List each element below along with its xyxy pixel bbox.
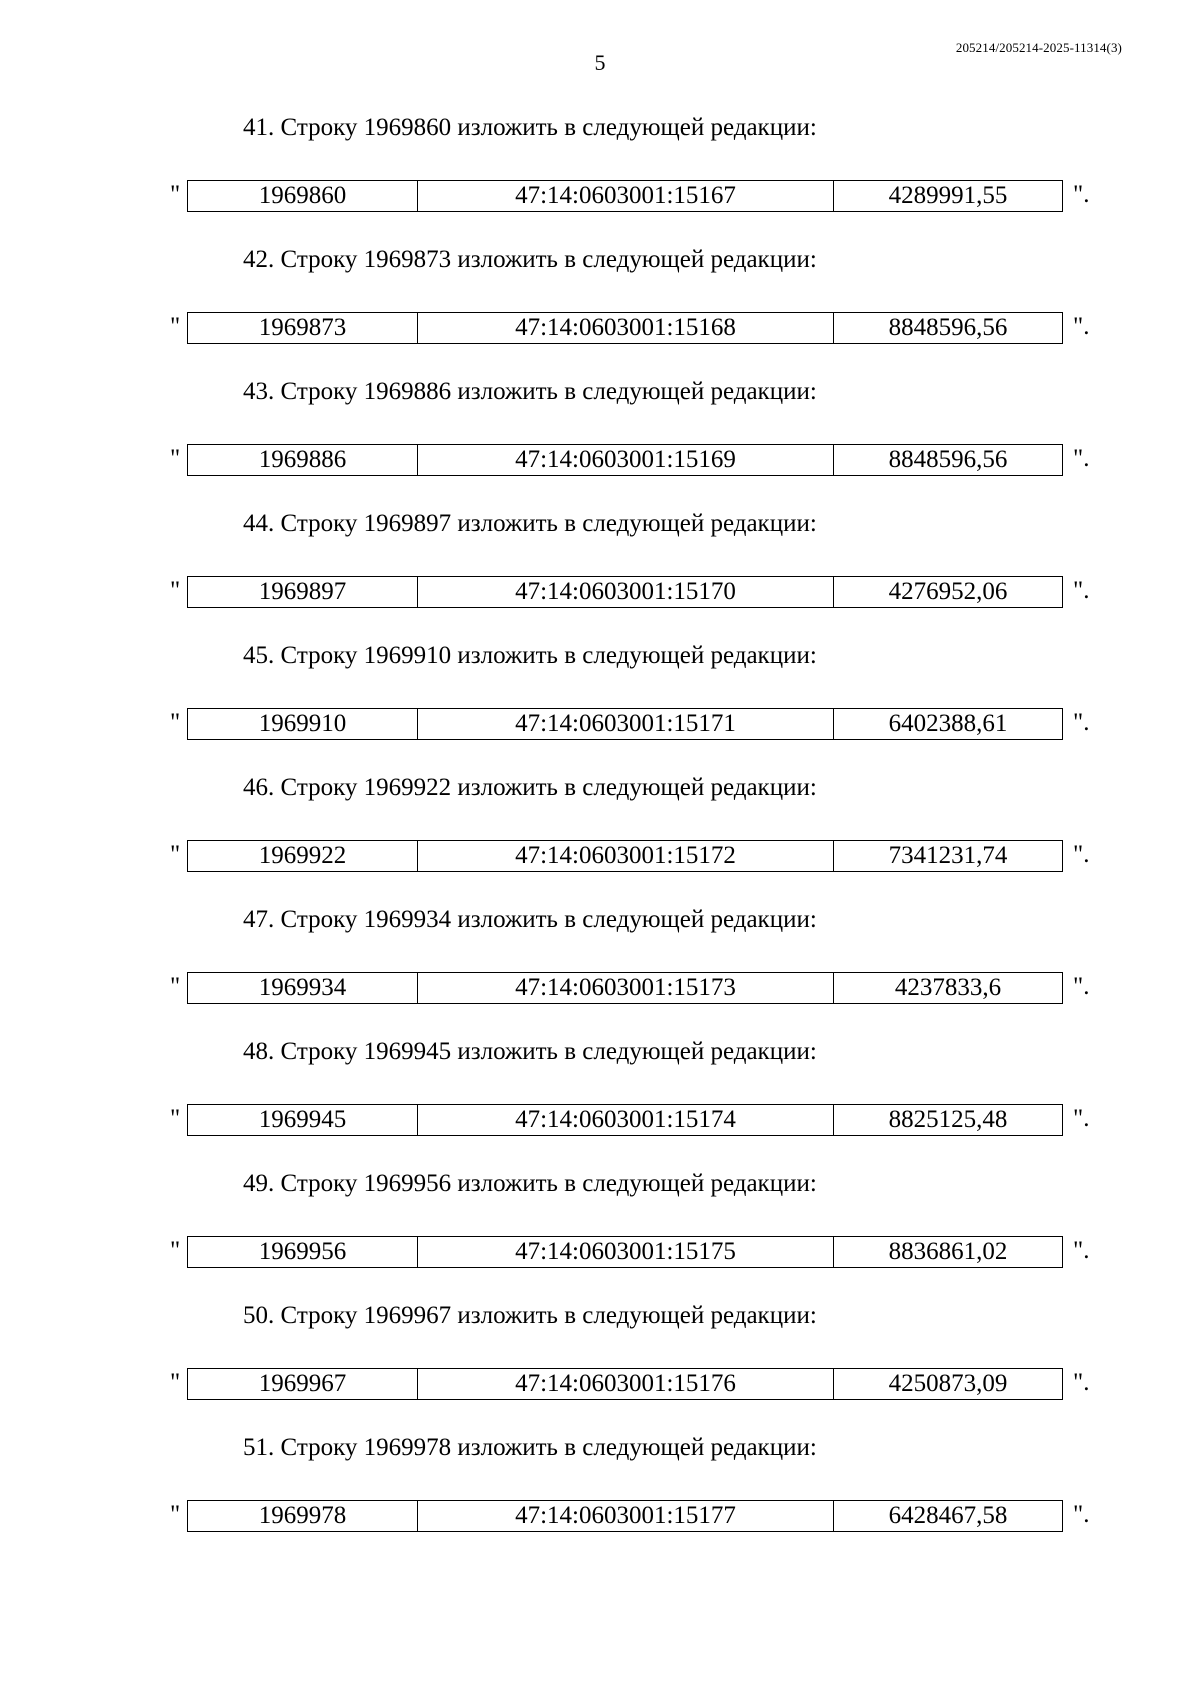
cadastral-number-cell: 47:14:0603001:15173 <box>418 973 834 1003</box>
amendment-item <box>0 508 1200 640</box>
amendment-item <box>0 904 1200 1036</box>
row-number-cell: 1969978 <box>188 1501 418 1531</box>
row-number-cell: 1969956 <box>188 1237 418 1267</box>
cadastral-number-cell: 47:14:0603001:15171 <box>418 709 834 739</box>
cadastral-number-cell: 47:14:0603001:15172 <box>418 841 834 871</box>
closing-quote: ". <box>1073 577 1090 604</box>
cadastral-number-cell: 47:14:0603001:15176 <box>418 1369 834 1399</box>
value-cell: 8848596,56 <box>888 314 1008 341</box>
amendment-heading: 43. Строку 1969886 изложить в следующей редакции: <box>243 378 817 405</box>
table-row <box>187 576 1063 608</box>
value-cell: 6428467,58 <box>888 1502 1008 1529</box>
table-row <box>187 1368 1063 1400</box>
row-number-cell: 1969922 <box>188 841 418 871</box>
opening-quote: " <box>170 577 181 604</box>
table-row <box>187 1236 1063 1268</box>
amendment-heading: 44. Строку 1969897 изложить в следующей редакции: <box>243 510 817 537</box>
amendment-heading: 47. Строку 1969934 изложить в следующей редакции: <box>243 906 817 933</box>
amendment-row <box>170 1104 1120 1140</box>
value-cell: 8848596,56 <box>888 446 1008 473</box>
row-number-cell: 1969886 <box>188 445 418 475</box>
closing-quote: ". <box>1073 973 1090 1000</box>
cadastral-number-cell: 47:14:0603001:15169 <box>418 445 834 475</box>
amendment-row <box>170 312 1120 348</box>
amendment-row <box>170 972 1120 1008</box>
table-row <box>187 1500 1063 1532</box>
amendment-row <box>170 1500 1120 1536</box>
opening-quote: " <box>170 445 181 472</box>
opening-quote: " <box>170 1501 181 1528</box>
value-cell: 8825125,48 <box>888 1106 1008 1133</box>
closing-quote: ". <box>1073 445 1090 472</box>
closing-quote: ". <box>1073 1501 1090 1528</box>
table-row <box>187 972 1063 1004</box>
cadastral-number-cell: 47:14:0603001:15167 <box>418 181 834 211</box>
amendment-item <box>0 640 1200 772</box>
value-cell: 6402388,61 <box>888 710 1008 737</box>
cadastral-number-cell: 47:14:0603001:15168 <box>418 313 834 343</box>
opening-quote: " <box>170 1369 181 1396</box>
table-row <box>187 444 1063 476</box>
amendment-heading: 49. Строку 1969956 изложить в следующей редакции: <box>243 1170 817 1197</box>
amendment-row <box>170 1368 1120 1404</box>
amendment-item <box>0 244 1200 376</box>
amendment-row <box>170 1236 1120 1272</box>
opening-quote: " <box>170 313 181 340</box>
amendment-heading: 50. Строку 1969967 изложить в следующей редакции: <box>243 1302 817 1329</box>
amendment-heading: 51. Строку 1969978 изложить в следующей редакции: <box>243 1434 817 1461</box>
amendment-list <box>0 112 1200 1564</box>
closing-quote: ". <box>1073 1105 1090 1132</box>
closing-quote: ". <box>1073 709 1090 736</box>
amendment-item <box>0 376 1200 508</box>
amendment-heading: 46. Строку 1969922 изложить в следующей редакции: <box>243 774 817 801</box>
closing-quote: ". <box>1073 1369 1090 1396</box>
amendment-heading: 41. Строку 1969860 изложить в следующей редакции: <box>243 114 817 141</box>
row-number-cell: 1969873 <box>188 313 418 343</box>
amendment-heading: 45. Строку 1969910 изложить в следующей редакции: <box>243 642 817 669</box>
row-number-cell: 1969910 <box>188 709 418 739</box>
amendment-row <box>170 708 1120 744</box>
closing-quote: ". <box>1073 313 1090 340</box>
row-number-cell: 1969967 <box>188 1369 418 1399</box>
opening-quote: " <box>170 709 181 736</box>
value-cell: 4250873,09 <box>888 1370 1008 1397</box>
row-number-cell: 1969860 <box>188 181 418 211</box>
amendment-item <box>0 1300 1200 1432</box>
page-number: 5 <box>594 50 606 75</box>
opening-quote: " <box>170 181 181 208</box>
row-number-cell: 1969897 <box>188 577 418 607</box>
opening-quote: " <box>170 1105 181 1132</box>
opening-quote: " <box>170 973 181 1000</box>
value-cell: 8836861,02 <box>888 1238 1008 1265</box>
closing-quote: ". <box>1073 181 1090 208</box>
table-row <box>187 708 1063 740</box>
amendment-row <box>170 576 1120 612</box>
row-number-cell: 1969945 <box>188 1105 418 1135</box>
amendment-item <box>0 112 1200 244</box>
table-row <box>187 840 1063 872</box>
table-row <box>187 312 1063 344</box>
value-cell: 4289991,55 <box>888 182 1008 209</box>
closing-quote: ". <box>1073 841 1090 868</box>
opening-quote: " <box>170 1237 181 1264</box>
amendment-row <box>170 180 1120 216</box>
value-cell: 4237833,6 <box>894 974 1002 1001</box>
amendment-item <box>0 1036 1200 1168</box>
cadastral-number-cell: 47:14:0603001:15175 <box>418 1237 834 1267</box>
amendment-heading: 48. Строку 1969945 изложить в следующей редакции: <box>243 1038 817 1065</box>
amendment-item <box>0 772 1200 904</box>
amendment-heading: 42. Строку 1969873 изложить в следующей редакции: <box>243 246 817 273</box>
value-cell: 7341231,74 <box>888 842 1008 869</box>
document-id: 205214/205214-2025-11314(3) <box>955 40 1122 55</box>
row-number-cell: 1969934 <box>188 973 418 1003</box>
cadastral-number-cell: 47:14:0603001:15177 <box>418 1501 834 1531</box>
table-row <box>187 1104 1063 1136</box>
amendment-row <box>170 444 1120 480</box>
amendment-row <box>170 840 1120 876</box>
opening-quote: " <box>170 841 181 868</box>
cadastral-number-cell: 47:14:0603001:15170 <box>418 577 834 607</box>
closing-quote: ". <box>1073 1237 1090 1264</box>
cadastral-number-cell: 47:14:0603001:15174 <box>418 1105 834 1135</box>
table-row <box>187 180 1063 212</box>
value-cell: 4276952,06 <box>888 578 1008 605</box>
amendment-item <box>0 1168 1200 1300</box>
amendment-item <box>0 1432 1200 1564</box>
